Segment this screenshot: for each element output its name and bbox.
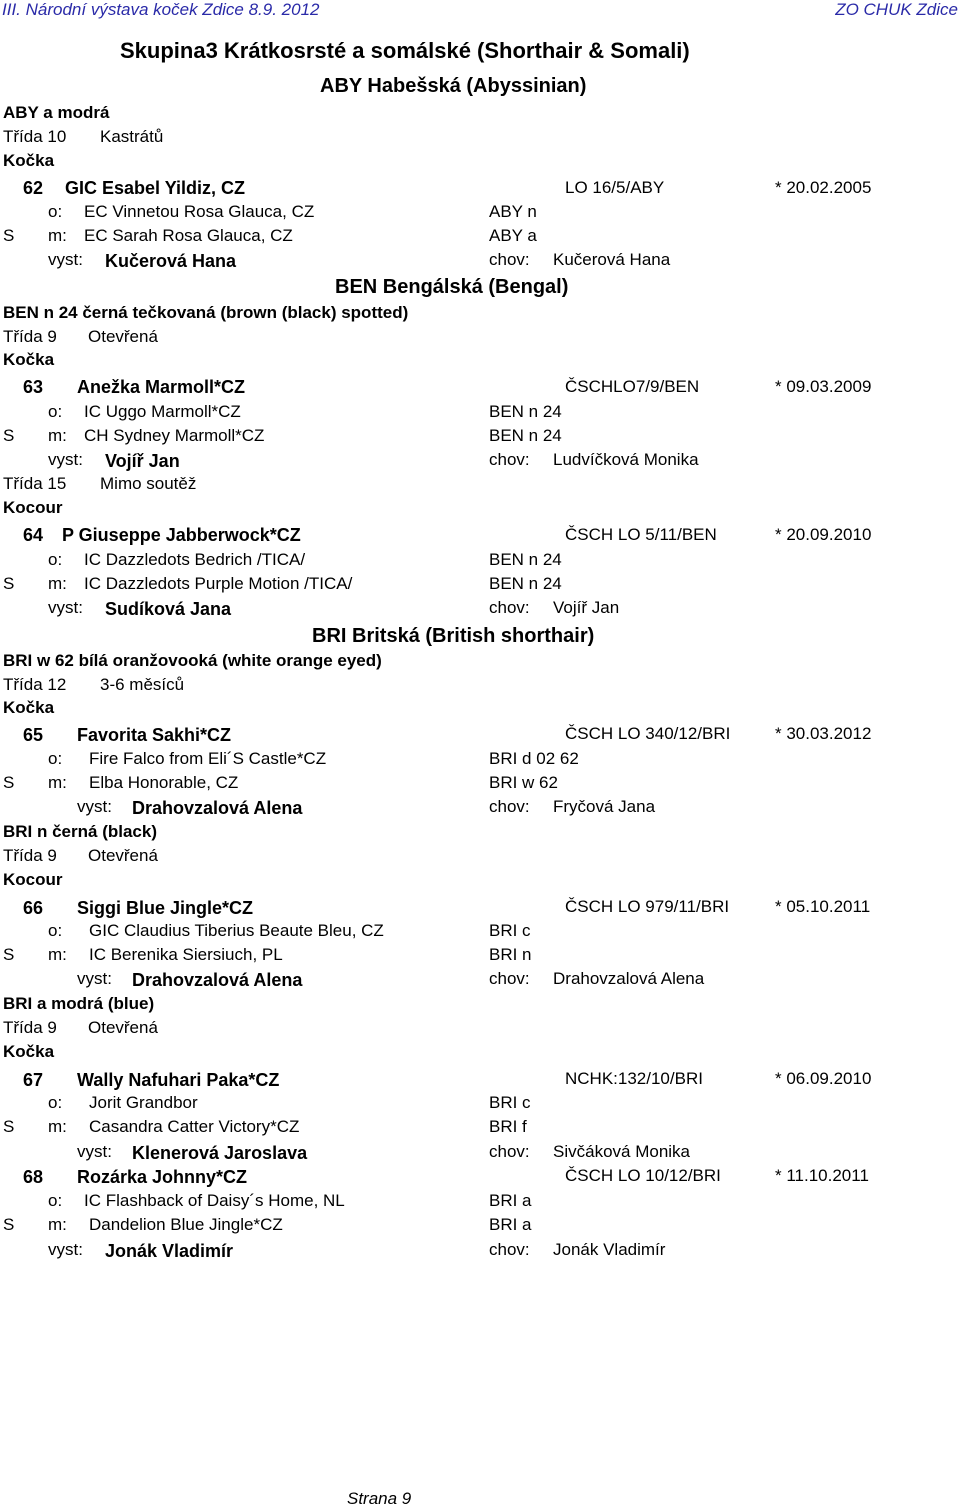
breeder-label: chov: xyxy=(489,598,530,617)
sire-name: Fire Falco from Eli´S Castle*CZ xyxy=(89,749,327,768)
dam-name: EC Sarah Rosa Glauca, CZ xyxy=(84,226,293,245)
dam-label: m: xyxy=(48,426,67,445)
sex-marker: S xyxy=(3,1117,15,1136)
breeder-label: chov: xyxy=(489,969,530,988)
breeder-name: Jonák Vladimír xyxy=(553,1240,666,1259)
dam-name: Casandra Catter Victory*CZ xyxy=(89,1117,300,1136)
class-name: Kastrátů xyxy=(100,127,164,146)
dam-ems: BRI a xyxy=(489,1215,532,1234)
breeder-name: Sivčáková Monika xyxy=(553,1142,691,1161)
entry-number: 63 xyxy=(23,377,44,397)
sire-ems: BEN n 24 xyxy=(489,550,562,569)
sire-label: o: xyxy=(48,749,63,768)
breeder-name: Kučerová Hana xyxy=(553,250,671,269)
class-number: Třída 10 xyxy=(3,127,67,146)
page-number: Strana 9 xyxy=(347,1489,412,1508)
entry-registration: ČSCH LO 5/11/BEN xyxy=(565,525,717,544)
header-left: III. Národní výstava koček Zdice 8.9. 2012 xyxy=(2,0,320,19)
sex-marker: S xyxy=(3,226,15,245)
entry-birth-date: * 30.03.2012 xyxy=(775,724,872,743)
dam-name: CH Sydney Marmoll*CZ xyxy=(84,426,265,445)
exhibitor-name: Jonák Vladimír xyxy=(105,1241,234,1261)
entry-registration: ČSCHLO7/9/BEN xyxy=(565,377,700,396)
sire-name: Jorit Grandbor xyxy=(89,1093,198,1112)
dam-name: Elba Honorable, CZ xyxy=(89,773,239,792)
class-name: Mimo soutěž xyxy=(100,474,197,493)
exhibitor-name: Klenerová Jaroslava xyxy=(132,1143,308,1163)
exhibitor-name: Kučerová Hana xyxy=(105,251,237,271)
entry-cat-name: GIC Esabel Yildiz, CZ xyxy=(65,178,246,198)
sex-marker: S xyxy=(3,1215,15,1234)
breeder-label: chov: xyxy=(489,1240,530,1259)
entry-cat-name: Wally Nafuhari Paka*CZ xyxy=(77,1070,280,1090)
exhibitor-name: Vojíř Jan xyxy=(105,451,180,471)
color-heading-ben: BEN n 24 černá tečkovaná (brown (black) spotted) xyxy=(3,303,409,322)
class-name: Otevřená xyxy=(88,327,158,346)
sire-ems: BEN n 24 xyxy=(489,402,562,421)
sire-ems: BRI a xyxy=(489,1191,532,1210)
exhibitor-label: vyst: xyxy=(48,450,83,469)
entry-birth-date: * 11.10.2011 xyxy=(775,1166,869,1185)
exhibitor-name: Sudíková Jana xyxy=(105,599,232,619)
entry-birth-date: * 06.09.2010 xyxy=(775,1069,872,1088)
sex-heading: Kočka xyxy=(3,1042,55,1061)
exhibitor-name: Drahovzalová Alena xyxy=(132,798,303,818)
sex-marker: S xyxy=(3,945,15,964)
dam-ems: BEN n 24 xyxy=(489,426,562,445)
sex-heading: Kočka xyxy=(3,350,55,369)
sex-heading: Kočka xyxy=(3,151,55,170)
dam-label: m: xyxy=(48,773,67,792)
entry-number: 65 xyxy=(23,725,44,745)
class-name: Otevřená xyxy=(88,846,158,865)
sex-heading: Kocour xyxy=(3,498,63,517)
exhibitor-label: vyst: xyxy=(77,969,112,988)
sire-label: o: xyxy=(48,402,63,421)
dam-name: IC Berenika Siersiuch, PL xyxy=(89,945,283,964)
dam-label: m: xyxy=(48,945,67,964)
class-number: Třída 9 xyxy=(3,1018,57,1037)
dam-ems: BRI w 62 xyxy=(489,773,558,792)
entry-cat-name: Favorita Sakhi*CZ xyxy=(77,725,232,745)
dam-ems: BRI n xyxy=(489,945,532,964)
dam-label: m: xyxy=(48,1215,67,1234)
breeder-label: chov: xyxy=(489,250,530,269)
breeder-name: Drahovzalová Alena xyxy=(553,969,705,988)
sire-name: IC Dazzledots Bedrich /TICA/ xyxy=(84,550,306,569)
dam-ems: ABY a xyxy=(489,226,537,245)
dam-name: IC Dazzledots Purple Motion /TICA/ xyxy=(84,574,353,593)
group-title: Skupina3 Krátkosrsté a somálské (Shorthair & Somali) xyxy=(120,38,690,63)
exhibitor-label: vyst: xyxy=(77,797,112,816)
color-heading-aby: ABY a modrá xyxy=(3,103,110,122)
header-right: ZO CHUK Zdice xyxy=(835,0,958,19)
entry-registration: NCHK:132/10/BRI xyxy=(565,1069,703,1088)
sire-label: o: xyxy=(48,550,63,569)
sire-label: o: xyxy=(48,202,63,221)
sire-name: IC Uggo Marmoll*CZ xyxy=(84,402,241,421)
entry-birth-date: * 20.02.2005 xyxy=(775,178,872,197)
entry-registration: ČSCH LO 979/11/BRI xyxy=(565,897,730,916)
dam-label: m: xyxy=(48,1117,67,1136)
sire-label: o: xyxy=(48,1191,63,1210)
entry-number: 68 xyxy=(23,1167,44,1187)
color-heading-bri-black: BRI n černá (black) xyxy=(3,822,157,841)
breeder-label: chov: xyxy=(489,1142,530,1161)
sire-label: o: xyxy=(48,1093,63,1112)
class-number: Třída 15 xyxy=(3,474,67,493)
entry-cat-name: Siggi Blue Jingle*CZ xyxy=(77,898,254,918)
entry-registration: ČSCH LO 340/12/BRI xyxy=(565,724,731,743)
entry-number: 64 xyxy=(23,525,44,545)
breeder-name: Fryčová Jana xyxy=(553,797,656,816)
breeder-label: chov: xyxy=(489,450,530,469)
sire-ems: BRI c xyxy=(489,1093,531,1112)
color-heading-bri-white: BRI w 62 bílá oranžovooká (white orange eyed) xyxy=(3,651,382,670)
entry-birth-date: * 20.09.2010 xyxy=(775,525,872,544)
entry-number: 67 xyxy=(23,1070,44,1090)
exhibitor-label: vyst: xyxy=(48,598,83,617)
sex-marker: S xyxy=(3,574,15,593)
entry-cat-name: P Giuseppe Jabberwock*CZ xyxy=(62,525,301,545)
breeder-label: chov: xyxy=(489,797,530,816)
dam-name: Dandelion Blue Jingle*CZ xyxy=(89,1215,283,1234)
sex-heading: Kočka xyxy=(3,698,55,717)
breed-title-aby: ABY Habešská (Abyssinian) xyxy=(320,75,587,97)
class-name: Otevřená xyxy=(88,1018,158,1037)
sire-name: GIC Claudius Tiberius Beaute Bleu, CZ xyxy=(89,921,384,940)
sire-name: IC Flashback of Daisy´s Home, NL xyxy=(84,1191,345,1210)
dam-ems: BRI f xyxy=(489,1117,527,1136)
class-name: 3-6 měsíců xyxy=(100,675,185,694)
entry-number: 62 xyxy=(23,178,44,198)
entry-number: 66 xyxy=(23,898,44,918)
entry-registration: ČSCH LO 10/12/BRI xyxy=(565,1166,721,1185)
exhibitor-label: vyst: xyxy=(48,250,83,269)
breed-title-bri: BRI Britská (British shorthair) xyxy=(312,625,595,647)
sire-name: EC Vinnetou Rosa Glauca, CZ xyxy=(84,202,315,221)
sire-ems: BRI c xyxy=(489,921,531,940)
dam-ems: BEN n 24 xyxy=(489,574,562,593)
class-number: Třída 9 xyxy=(3,846,57,865)
sex-heading: Kocour xyxy=(3,870,63,889)
class-number: Třída 9 xyxy=(3,327,57,346)
exhibitor-label: vyst: xyxy=(77,1142,112,1161)
sire-label: o: xyxy=(48,921,63,940)
entry-birth-date: * 09.03.2009 xyxy=(775,377,872,396)
sire-ems: ABY n xyxy=(489,202,537,221)
exhibitor-label: vyst: xyxy=(48,1240,83,1259)
entry-cat-name: Anežka Marmoll*CZ xyxy=(77,377,246,397)
breed-title-ben: BEN Bengálská (Bengal) xyxy=(335,276,569,298)
sex-marker: S xyxy=(3,773,15,792)
entry-registration: LO 16/5/ABY xyxy=(565,178,665,197)
entry-cat-name: Rozárka Johnny*CZ xyxy=(77,1167,248,1187)
breeder-name: Vojíř Jan xyxy=(553,598,620,617)
sex-marker: S xyxy=(3,426,15,445)
color-heading-bri-blue: BRI a modrá (blue) xyxy=(3,994,155,1013)
exhibitor-name: Drahovzalová Alena xyxy=(132,970,303,990)
breeder-name: Ludvíčková Monika xyxy=(553,450,699,469)
entry-birth-date: * 05.10.2011 xyxy=(775,897,871,916)
class-number: Třída 12 xyxy=(3,675,67,694)
sire-ems: BRI d 02 62 xyxy=(489,749,579,768)
dam-label: m: xyxy=(48,574,67,593)
page-header xyxy=(0,0,960,21)
dam-label: m: xyxy=(48,226,67,245)
